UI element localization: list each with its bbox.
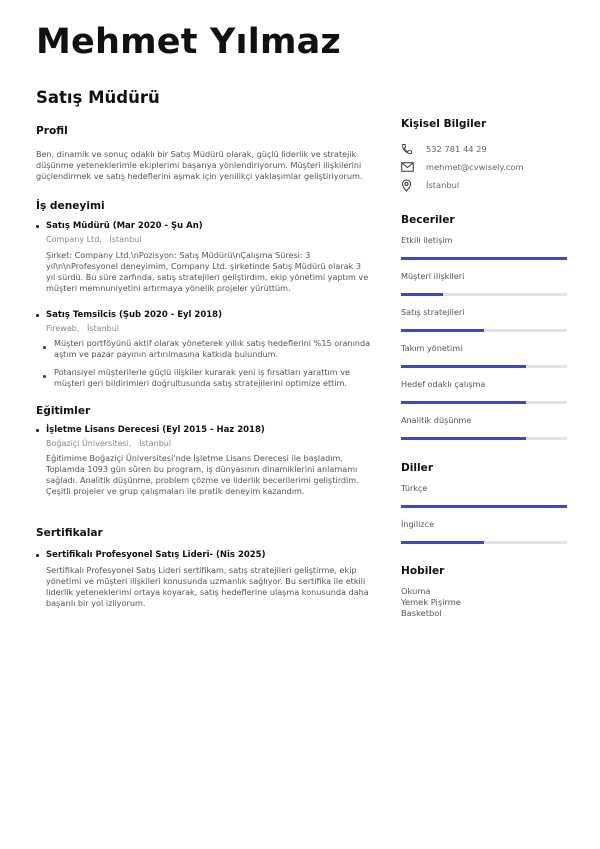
education-description: Eğitimime Boğaziçi Üniversitesi'nde İşletme Lisans Derecesi ile başladım. Toplamda 1093 gün süren bu program, iş dünyasının dinamiklerini anlamamı sağladı. Analitik düşünme, problem çözme ve liderlik becerilerimi geliştirdim. Çeşitli projeler ve grup çalışmaları ile pratik deneyim kazandım. — [46, 453, 359, 496]
personal-section — [401, 118, 567, 194]
experience-section — [36, 200, 372, 389]
job-company — [36, 324, 372, 333]
job-bullet: Potansiyel müşterilerle güçlü ilişkiler kurarak yeni iş fırsatları yarattım ve müşteri geri bildirimleri doğrultusunda satış stratejilerini optimize ettim. — [36, 367, 372, 389]
phone-icon — [401, 143, 417, 155]
skill-item — [401, 343, 567, 368]
education-entry — [36, 425, 372, 497]
certificate-title: Sertifikalı Profesyonel Satış Lideri- (Nis 2025) — [36, 550, 372, 560]
education-heading: Eğitimler — [36, 405, 91, 417]
language-bar-fill — [401, 541, 484, 544]
hobby-item: Okuma — [401, 586, 431, 596]
skill-item — [401, 271, 567, 296]
skill-item — [401, 307, 567, 332]
phone-number: 532 781 44 29 — [426, 144, 487, 154]
languages-heading: Diller — [401, 462, 434, 474]
job-bullets — [36, 338, 372, 389]
personal-heading: Kişisel Bilgiler — [401, 118, 487, 130]
certificates-section — [36, 527, 372, 609]
job-bullet: Müşteri portföyünü aktif olarak yöneterek yıllık satış hedeflerini %15 oranında aştım ve pazar payının artırılmasına katkıda bulundum. — [36, 338, 372, 360]
language-item — [401, 519, 567, 544]
skill-bar-fill — [401, 437, 526, 440]
school-name: Boğaziçi Üniversitesi, — [46, 439, 132, 448]
skills-heading: Beceriler — [401, 214, 455, 226]
profile-text: Ben, dinamik ve sonuç odaklı bir Satış Müdürü olarak, güçlü liderlik ve stratejik düşünme yeteneklerimle ekiplerimi başarıya yönlendiriyorum. Müşteri ilişkilerini güçlendirmek ve satış hedeflerini aşmak için yenilikçi yaklaşımlar geliştiriyorum. — [36, 149, 363, 181]
candidate-name: Mehmet Yılmaz — [36, 22, 342, 62]
main-column — [36, 125, 372, 609]
location-row — [401, 176, 567, 194]
language-bar — [401, 505, 567, 508]
profile-heading: Profil — [36, 125, 68, 137]
phone-row — [401, 140, 567, 158]
job-location: İstanbul — [87, 324, 120, 333]
job-entry — [36, 221, 372, 294]
languages-section — [401, 462, 567, 544]
job-description: Şirket: Company Ltd.\nPozisyon: Satış Müdürü\nÇalışma Süresi: 3 yıl\n\nProfesyonel deneyimim, Company Ltd. şirketinde Satış Müdürü olarak 3 yıl sürdü. Bu süre zarfında, satış stratejileri geliştirdim, ekip yönetimi yaptım ve müşteri memnuniyetini artırmaya yönelik projeler yürüttüm. — [46, 250, 369, 293]
hobbies-heading: Hobiler — [401, 565, 445, 577]
school-location: İstanbul — [139, 439, 172, 448]
language-bar — [401, 541, 567, 544]
skill-label: Müşteri ilişkileri — [401, 271, 465, 281]
hobbies-section — [401, 565, 567, 619]
skill-bar — [401, 401, 567, 404]
job-title-entry: Satış Temsilcis (Şub 2020 - Eyl 2018) — [36, 310, 372, 320]
skill-label: Takım yönetimi — [401, 343, 463, 353]
skill-item — [401, 415, 567, 440]
job-company-name: Company Ltd, — [46, 235, 102, 244]
education-section — [36, 405, 372, 497]
certificate-entry — [36, 550, 372, 609]
skills-section — [401, 214, 567, 440]
skill-bar-fill — [401, 365, 526, 368]
experience-heading: İş deneyimi — [36, 200, 105, 212]
envelope-icon — [401, 161, 417, 173]
job-title: Satış Müdürü — [36, 88, 160, 107]
skill-label: Etkili iletişim — [401, 235, 453, 245]
skill-label: Analitik düşünme — [401, 415, 472, 425]
job-entry — [36, 310, 372, 389]
skill-bar — [401, 437, 567, 440]
school-line — [36, 439, 372, 448]
job-location: İstanbul — [109, 235, 142, 244]
sidebar-column — [401, 118, 567, 619]
hobby-item: Yemek Pişirme — [401, 597, 461, 607]
job-company-name: Fireweb, — [46, 324, 80, 333]
job-title-entry: Satış Müdürü (Mar 2020 - Şu An) — [36, 221, 372, 231]
certificates-heading: Sertifikalar — [36, 527, 103, 539]
email-row — [401, 158, 567, 176]
location-text: İstanbul — [426, 180, 460, 190]
skill-bar-fill — [401, 257, 567, 260]
job-company — [36, 235, 372, 244]
hobby-item: Basketbol — [401, 608, 442, 618]
skill-label: Hedef odaklı çalışma — [401, 379, 486, 389]
language-label: Türkçe — [401, 483, 428, 493]
skill-bar — [401, 257, 567, 260]
skill-bar-fill — [401, 329, 484, 332]
skill-item — [401, 379, 567, 404]
language-bar-fill — [401, 505, 567, 508]
email-address: mehmet@cvwisely.com — [426, 162, 524, 172]
language-label: İngilizce — [401, 519, 435, 529]
skill-bar-fill — [401, 293, 443, 296]
skill-label: Satış stratejileri — [401, 307, 465, 317]
skill-bar — [401, 293, 567, 296]
skill-bar — [401, 329, 567, 332]
certificate-description: Sertifikalı Profesyonel Satış Lideri sertifikam, satış stratejileri geliştirme, ekip yönetimi ve müşteri ilişkileri konusunda uzmanlık sağlıyor. Bu sertifika ile etkili liderlik yeteneklerimi ortaya koyarak, satış hedeflerine ulaşma konusunda daha başarılı bir yol izliyorum. — [46, 565, 369, 608]
skill-bar-fill — [401, 401, 526, 404]
location-pin-icon — [401, 179, 417, 191]
language-item — [401, 483, 567, 508]
profile-section — [36, 125, 372, 182]
skill-bar — [401, 365, 567, 368]
degree-title: İşletme Lisans Derecesi (Eyl 2015 - Haz 2018) — [36, 425, 372, 435]
skill-item — [401, 235, 567, 260]
